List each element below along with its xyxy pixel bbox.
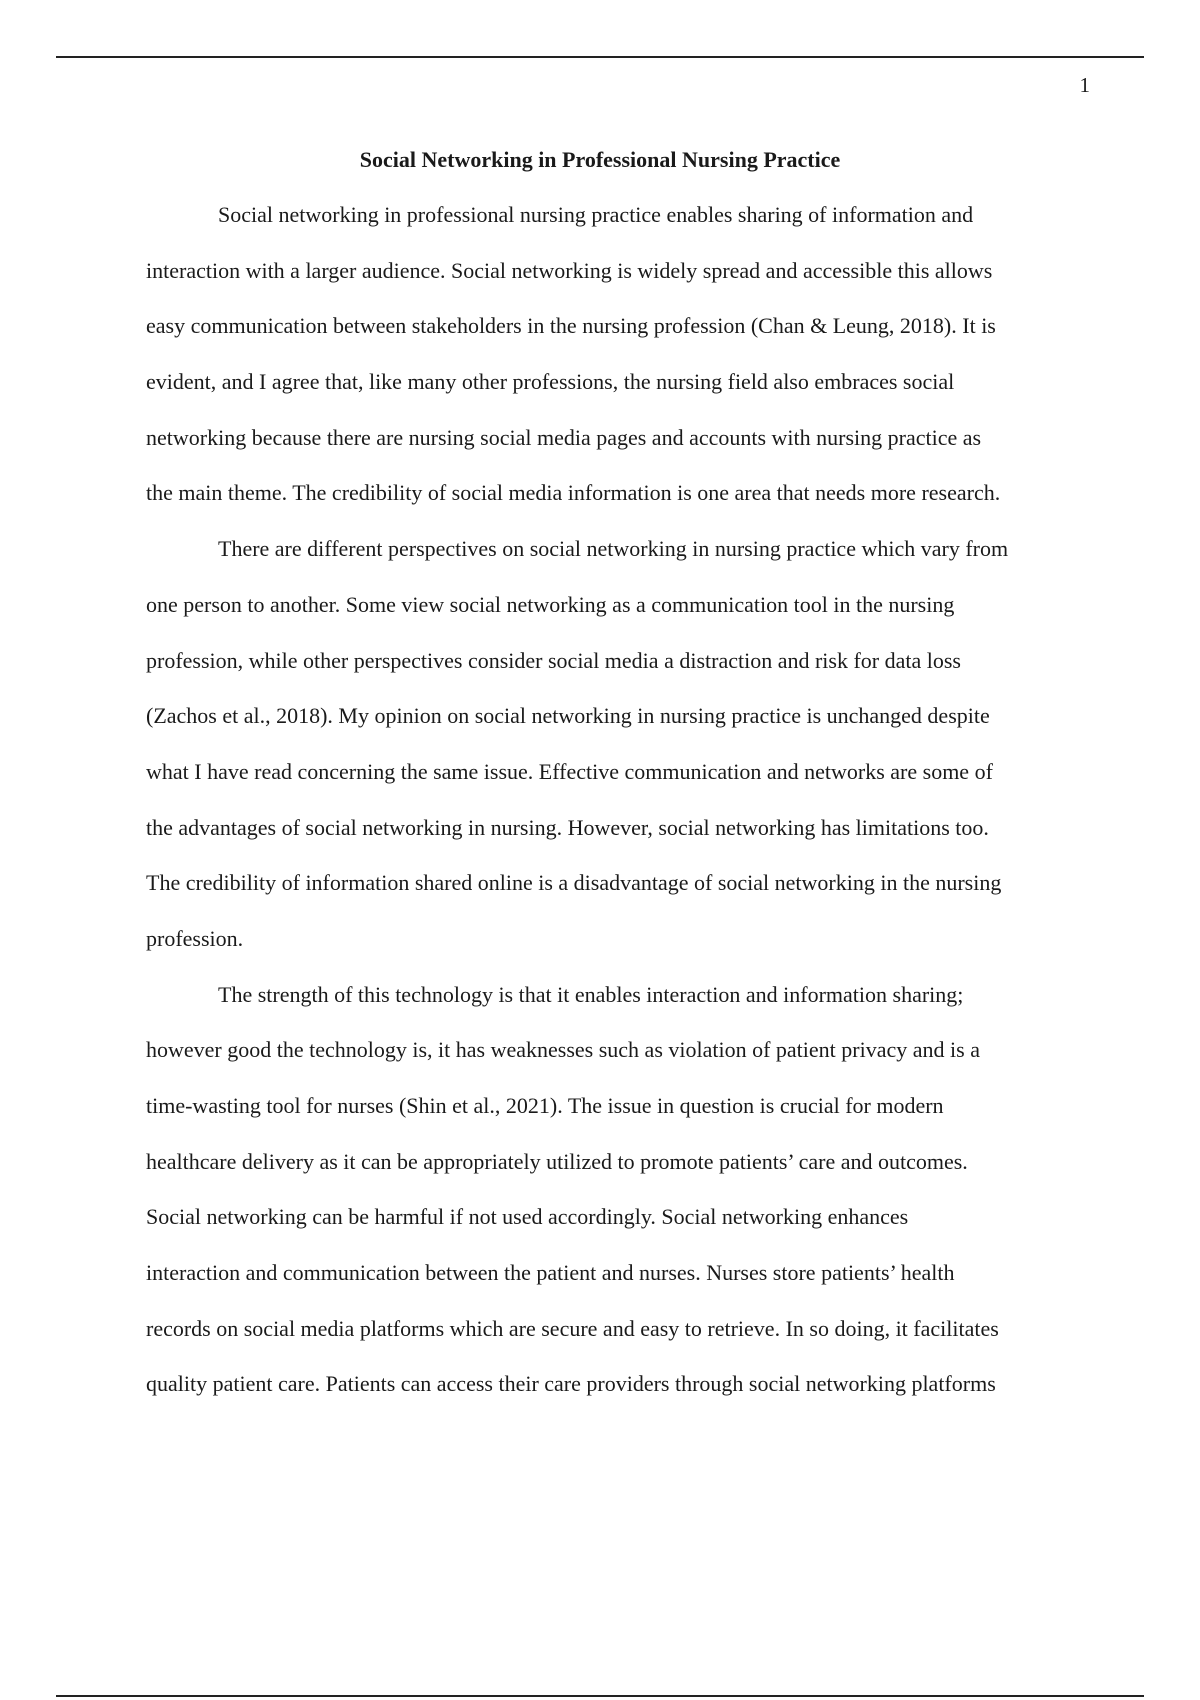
paragraph-line: one person to another. Some view social networking as a communication tool in the nursing (146, 591, 955, 617)
paragraph-line: profession, while other perspectives consider social media a distraction and risk for data loss (146, 647, 961, 673)
document-title: Social Networking in Professional Nursing Practice (359, 147, 841, 172)
paragraph-3 (146, 967, 1100, 1413)
paragraph-line: Social networking in professional nursing practice enables sharing of information and (218, 202, 974, 227)
paragraph-line: the main theme. The credibility of social media information is one area that needs more research. (146, 480, 1001, 506)
paragraph-line: interaction with a larger audience. Social networking is widely spread and accessible this allows (146, 257, 993, 283)
paragraph-line: records on social media platforms which are secure and easy to retrieve. In so doing, it facilitates (146, 1315, 999, 1341)
paragraph-line: the advantages of social networking in nursing. However, social networking has limitations too. (146, 814, 989, 840)
paragraph-line: The strength of this technology is that it enables interaction and information sharing; (218, 981, 964, 1007)
paragraph-2 (146, 521, 1100, 967)
paragraph-line: what I have read concerning the same issue. Effective communication and networks are some of (146, 758, 993, 784)
page-number: 1 (1079, 73, 1090, 97)
paragraph-line: easy communication between stakeholders in the nursing profession (Chan & Leung, 2018). It is (146, 313, 996, 339)
paragraph-line: quality patient care. Patients can access their care providers through social networking platforms (146, 1371, 996, 1397)
header-rule (56, 56, 1144, 58)
paragraph-line: healthcare delivery as it can be appropriately utilized to promote patients’ care and outcomes. (146, 1148, 968, 1174)
paragraph-line: interaction and communication between the patient and nurses. Nurses store patients’ health (146, 1260, 955, 1286)
paragraph-1 (146, 187, 1100, 521)
paragraph-line: networking because there are nursing social media pages and accounts with nursing practice as (146, 424, 982, 450)
document-body (146, 187, 1100, 1412)
paragraph-line: however good the technology is, it has weaknesses such as violation of patient privacy and is a (146, 1037, 980, 1063)
paragraph-line: evident, and I agree that, like many other professions, the nursing field also embraces social (146, 369, 955, 395)
paragraph-line: There are different perspectives on social networking in nursing practice which vary from (218, 536, 1009, 562)
paragraph-line: Social networking can be harmful if not used accordingly. Social networking enhances (146, 1204, 909, 1230)
paragraph-line: profession. (146, 925, 244, 951)
paragraph-line: (Zachos et al., 2018). My opinion on social networking in nursing practice is unchanged despite (146, 703, 990, 729)
paragraph-line: The credibility of information shared online is a disadvantage of social networking in the nursing (146, 870, 1002, 896)
paragraph-line: time-wasting tool for nurses (Shin et al., 2021). The issue in question is crucial for modern (146, 1093, 944, 1118)
footer-rule (56, 1695, 1144, 1697)
